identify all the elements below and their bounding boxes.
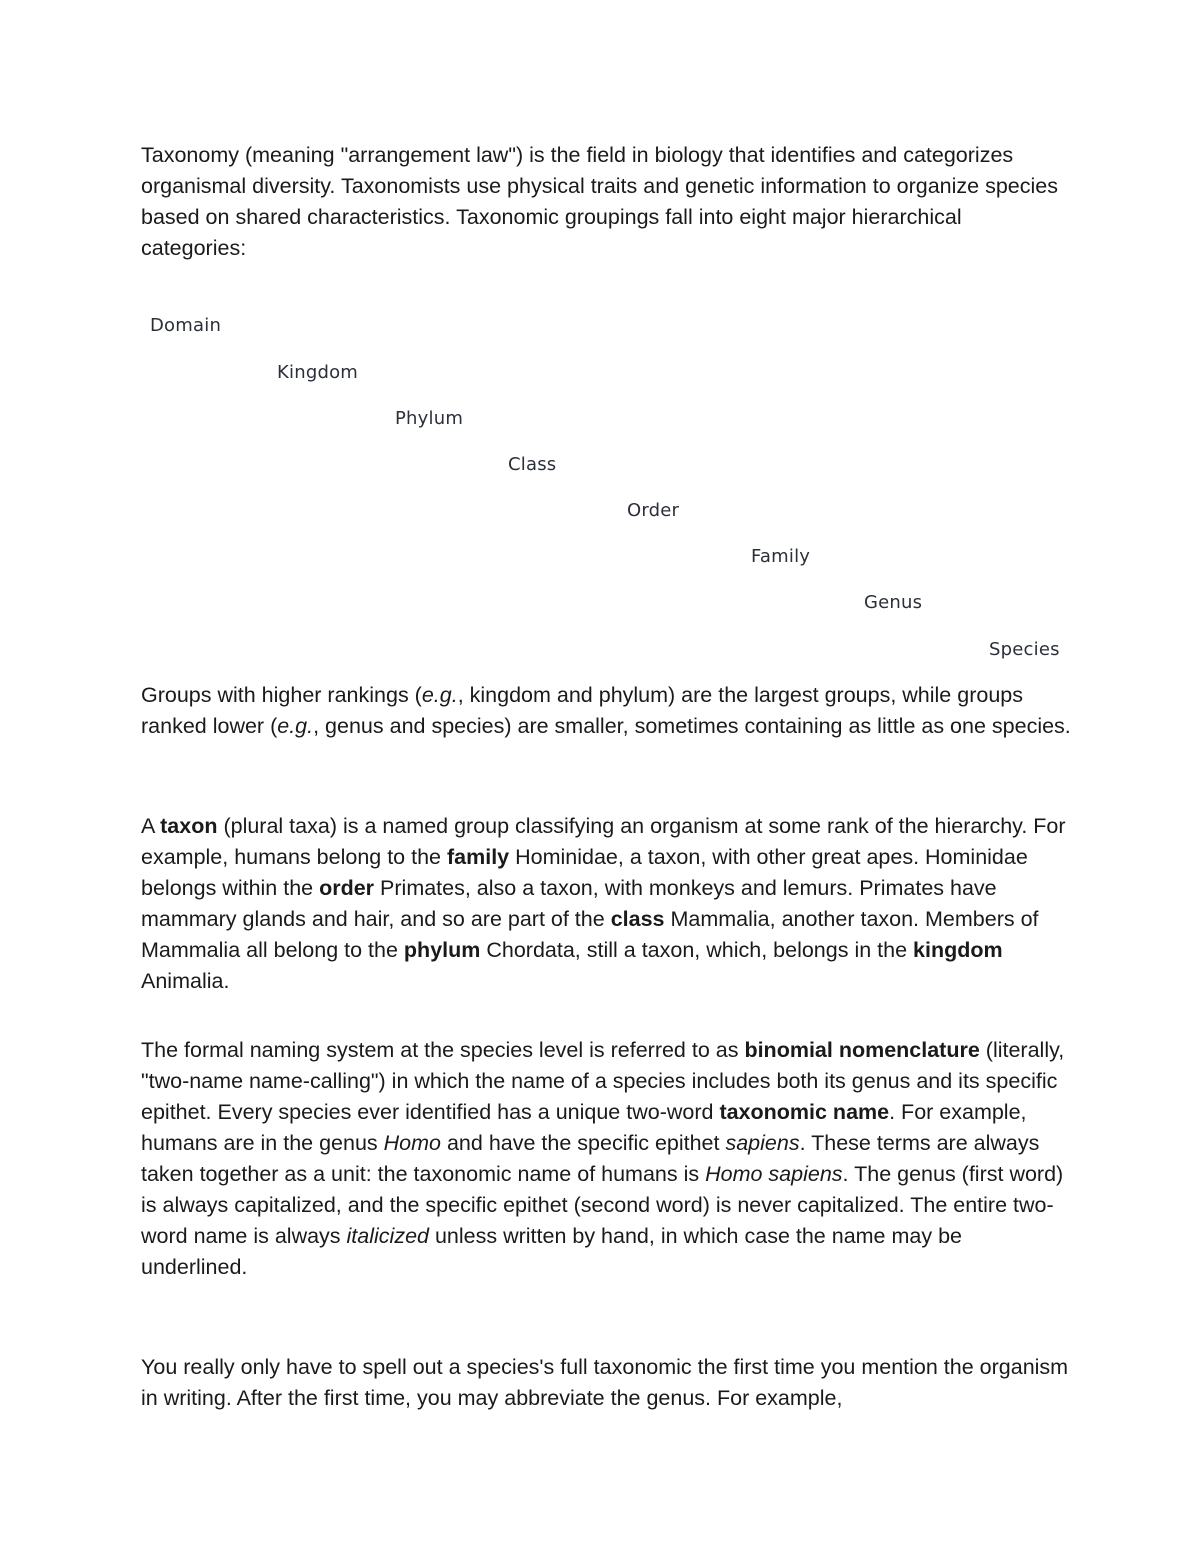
binomial-paragraph	[141, 1035, 1071, 1283]
italic-run: sapiens	[725, 1131, 800, 1155]
rank-label-class: Class	[508, 454, 557, 475]
rank-label-order: Order	[627, 500, 680, 521]
text-run: The formal naming system at the species level is referred to as	[141, 1038, 745, 1062]
taxon-paragraph	[141, 811, 1071, 997]
rank-label-domain: Domain	[150, 315, 222, 336]
text-run: . These terms are always taken together as a unit: the taxonomic name of humans is	[141, 1131, 1040, 1186]
bold-term: class	[610, 907, 665, 931]
bold-term: kingdom	[913, 938, 1003, 962]
bold-term: binomial nomenclature	[744, 1038, 980, 1062]
text-run: Chordata, still a taxon, which, belongs in the	[480, 938, 914, 962]
rank-label-species: Species	[989, 639, 1060, 660]
italic-run: Homo sapiens	[705, 1162, 843, 1186]
bold-term: taxonomic name	[719, 1100, 890, 1124]
text-run: (literally, "two-name name-calling") in which the name of a species includes both its genus and its specific epithet. Every species ever identified has a unique two-word	[141, 1038, 1065, 1124]
italic-run: e.g.	[421, 683, 458, 707]
groups-paragraph	[141, 680, 1071, 742]
rank-label-kingdom: Kingdom	[277, 362, 359, 383]
rank-label-genus: Genus	[864, 592, 923, 613]
abbreviation-paragraph: You really only have to spell out a species's full taxonomic the first time you mention the organism in writing. After the first time, you may abbreviate the genus. For example,	[141, 1355, 1069, 1410]
italic-run: italicized	[346, 1224, 429, 1248]
text-run: unless written by hand, in which case the name may be underlined.	[141, 1224, 962, 1279]
text-run: Mammalia, another taxon. Members of Mammalia all belong to the	[141, 907, 1039, 962]
text-run: , kingdom and phylum) are the largest groups, while groups ranked lower (	[141, 683, 1023, 738]
bold-term: family	[446, 845, 510, 869]
rank-label-phylum: Phylum	[395, 408, 464, 429]
text-run: Hominidae, a taxon, with other great apes. Hominidae belongs within the	[141, 845, 1028, 900]
text-run: . For example, humans are in the genus	[141, 1100, 1027, 1155]
intro-paragraph: Taxonomy (meaning "arrangement law") is the field in biology that identifies and categorizes organismal diversity. Taxonomists use physical traits and genetic information to organize species based on shared characteristics. Taxonomic groupings fall into eight major hierarchical categories:	[141, 143, 1058, 260]
text-run: and have the specific epithet	[441, 1131, 726, 1155]
text-run: . The genus (first word) is always capitalized, and the specific epithet (second word) is never capitalized. The entire two-word name is always	[141, 1162, 1064, 1248]
italic-run: Homo	[383, 1131, 441, 1155]
text-run: (plural taxa) is a named group classifying an organism at some rank of the hierarchy. For example, humans belong to the	[141, 814, 1066, 869]
bold-term: order	[319, 876, 375, 900]
bold-term: phylum	[403, 938, 481, 962]
text-run: , genus and species) are smaller, sometimes containing as little as one species.	[313, 714, 1071, 738]
text-run: Groups with higher rankings (	[141, 683, 422, 707]
text-run: A	[141, 814, 161, 838]
rank-label-family: Family	[751, 546, 811, 567]
italic-run: e.g.	[277, 714, 314, 738]
bold-term: taxon	[160, 814, 218, 838]
text-run: Primates, also a taxon, with monkeys and lemurs. Primates have mammary glands and hair, and so are part of the	[141, 876, 997, 931]
text-run: Animalia.	[141, 969, 230, 993]
